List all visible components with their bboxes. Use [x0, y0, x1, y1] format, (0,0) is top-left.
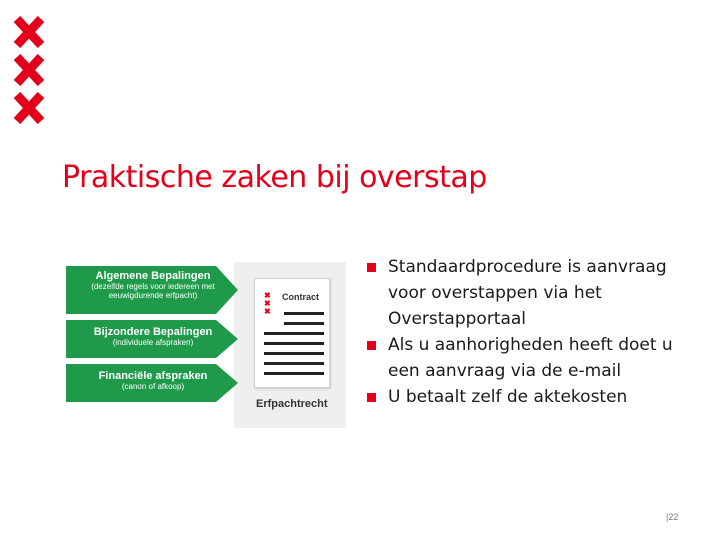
document-line	[264, 372, 324, 375]
bullet-square-icon	[367, 393, 376, 402]
bullet-item	[360, 384, 700, 410]
x-cross-icon	[12, 92, 46, 124]
arrow-subtext: (dezelfde regels voor iedereen met eeuwigdurende erfpacht)	[91, 282, 215, 300]
slide-title: Praktische zaken bij overstap	[62, 160, 487, 195]
document-title: Contract	[282, 292, 320, 302]
document-line	[264, 362, 324, 365]
arrow-subtext: (individuele afspraken)	[112, 338, 194, 347]
x-cross-icon	[12, 16, 46, 48]
document-line	[264, 332, 324, 335]
arrow-heading: Algemene Bepalingen	[95, 270, 211, 282]
document-line	[284, 322, 324, 325]
document-line	[284, 312, 324, 315]
arrow-heading: Financiële afspraken	[98, 370, 208, 382]
bullet-item	[360, 332, 700, 384]
arrow-heading: Bijzondere Bepalingen	[93, 326, 213, 338]
bullet-square-icon	[367, 341, 376, 350]
bullet-list	[360, 254, 700, 410]
bullet-text: Standaardprocedure is aanvraag voor overstappen via het Overstapportaal	[388, 257, 667, 329]
x-mark-icon: ✖ ✖ ✖	[264, 291, 271, 316]
bullet-text: Als u aanhorigheden heeft doet u een aanvraag via de e-mail	[388, 335, 673, 381]
contract-diagram	[66, 262, 346, 428]
bullet-item	[360, 254, 700, 332]
amsterdam-logo	[12, 16, 48, 130]
bullet-square-icon	[367, 263, 376, 272]
document-line	[264, 352, 324, 355]
document-line	[264, 342, 324, 345]
arrow-subtext: (canon of afkoop)	[121, 382, 185, 391]
page-number: |22	[666, 512, 679, 522]
x-cross-icon	[12, 54, 46, 86]
document-footer: Erfpachtrecht	[256, 398, 328, 410]
bullet-text: U betaalt zelf de aktekosten	[388, 387, 628, 407]
